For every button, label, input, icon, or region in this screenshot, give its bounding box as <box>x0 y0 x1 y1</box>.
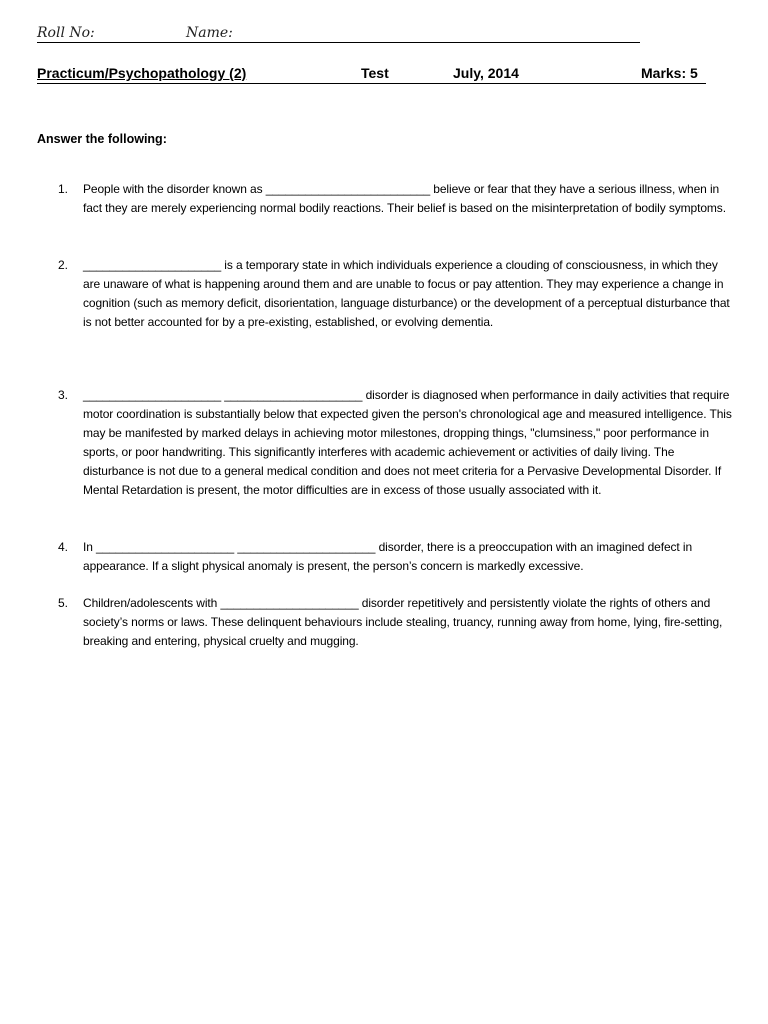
roll-number-label: Roll No: <box>37 25 95 41</box>
course-title: Practicum/Psychopathology (2) <box>37 65 247 81</box>
question-text: _____________________ _____________________ disorder is diagnosed when performance in daily activities that require motor coordination is substantially below that expected given the person's chronological age and measured intelligence. This may be manifested by marked delays in achieving motor milestones, dropping things, "clumsiness," poor performance in sports, or poor handwriting. This significantly interferes with academic achievement or activities of daily living. The disturbance is not due to a general medical condition and does not meet criteria for a Pervasive Developmental Disorder. If Mental Retardation is present, the motor difficulties are in excess of those usually associated with it. <box>83 388 732 497</box>
name-label: Name: <box>186 25 233 41</box>
test-label: Test <box>361 65 389 81</box>
test-date: July, 2014 <box>453 65 519 81</box>
roll-name-line <box>37 25 640 43</box>
question-text: Children/adolescents with _____________________ disorder repetitively and persistently violate the rights of others and society’s norms or laws. These delinquent behaviours include stealing, truancy, running away from home, lying, fire-setting, breaking and entering, physical cruelty and mugging. <box>83 596 723 648</box>
question-number: 2. <box>58 258 69 272</box>
page-title <box>37 64 707 84</box>
title-underline <box>37 83 706 84</box>
instructions-heading: Answer the following: <box>37 132 167 146</box>
question-text: People with the disorder known as _________________________ believe or fear that they have a serious illness, when in fact they are merely experiencing normal bodily reactions. Their belief is based on the misinterpretation of bodily symptoms. <box>83 182 726 215</box>
question-number: 5. <box>58 596 69 610</box>
question-number: 4. <box>58 540 69 554</box>
question-number: 3. <box>58 388 69 402</box>
question-number: 1. <box>58 182 69 196</box>
marks-label: Marks: 5 <box>641 65 698 81</box>
question-text: In _____________________ _____________________ disorder, there is a preoccupation with an imagined defect in appearance. If a slight physical anomaly is present, the person’s concern is markedly excessive. <box>83 540 693 573</box>
question-text: _____________________ is a temporary state in which individuals experience a clouding of consciousness, in which they are unaware of what is happening around them and are unable to focus or pay attention. They may experience a change in cognition (such as memory deficit, disorientation, language disturbance) or the development of a perceptual disturbance that is not better accounted for by a pre-existing, established, or evolving dementia. <box>83 258 730 329</box>
